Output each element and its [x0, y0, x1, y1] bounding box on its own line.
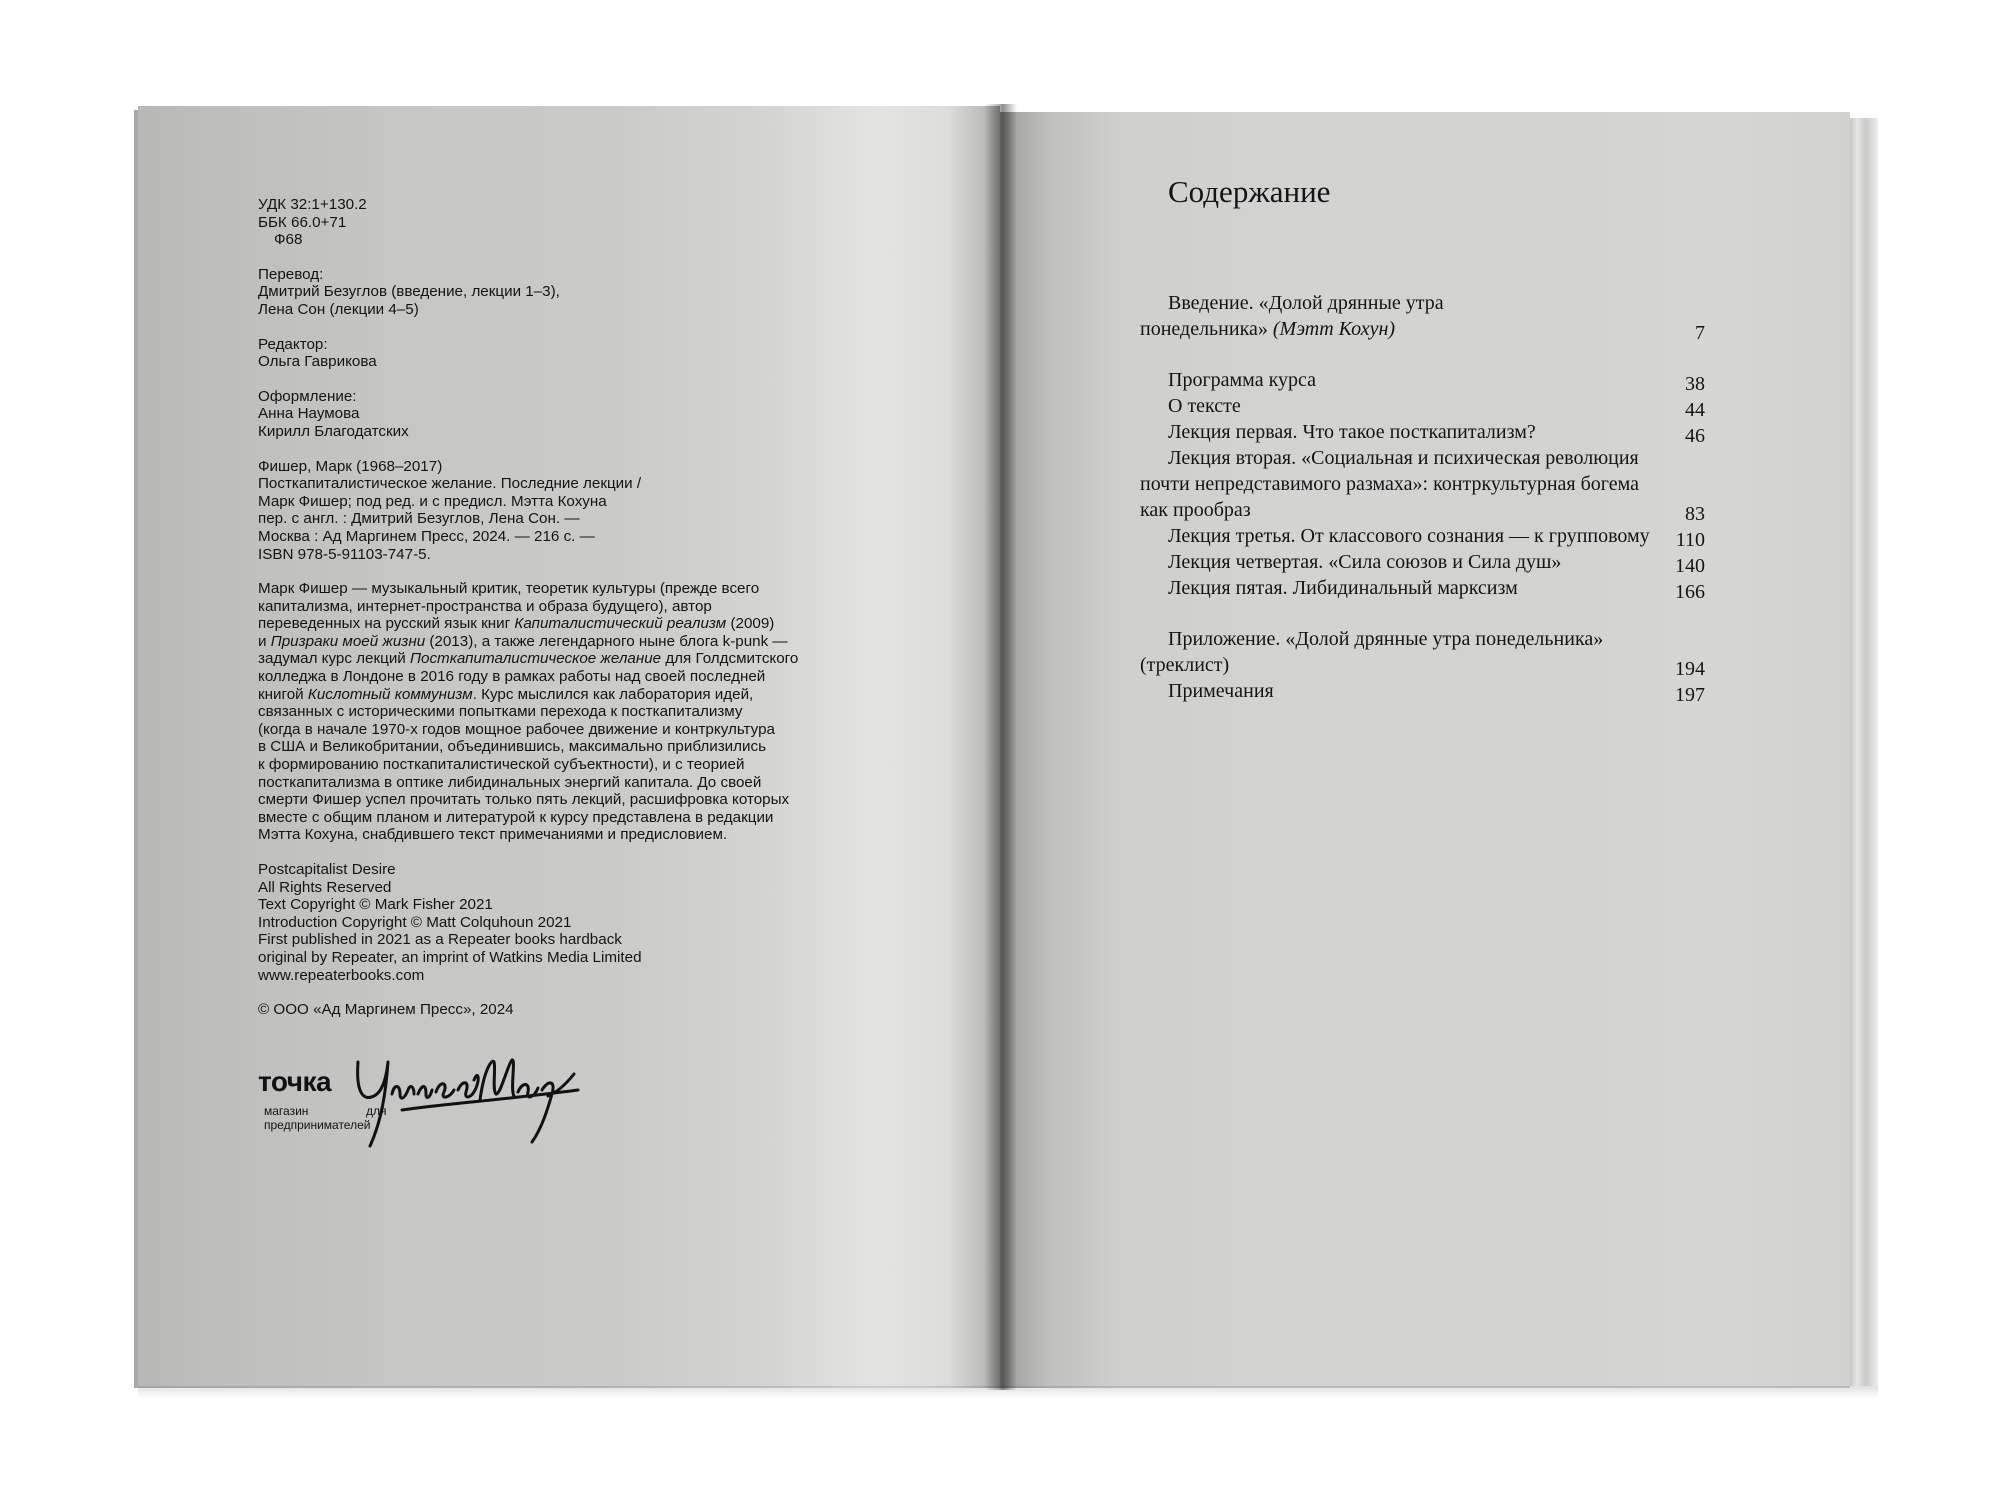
toc-entry-title: как прообраз — [1140, 499, 1251, 521]
description-text: (2009) — [726, 615, 775, 633]
publisher-url: www.repeaterbooks.com — [258, 966, 425, 984]
toc-title: Содержание — [1168, 174, 1331, 209]
bibliographic-record — [258, 458, 858, 564]
table-of-contents — [1140, 290, 1705, 704]
bib-line: Посткапиталистическое желание. Последние лекции / — [258, 475, 642, 493]
editor-credits — [258, 336, 858, 371]
toc-page-number: 166 — [1675, 581, 1705, 603]
description-text: (2013), а также легендарного ныне блога k-punk — — [425, 632, 788, 650]
tochka-univermag-logo — [258, 1056, 578, 1176]
toc-entry-title: О тексте — [1168, 395, 1241, 417]
description-line: (когда в начале 1970-х годов мощное рабочее движение и контркультура — [258, 720, 775, 738]
rights-block — [258, 861, 858, 984]
rights-line: original by Repeater, an imprint of Watkins Media Limited — [258, 948, 642, 966]
description-text: переведенных на русский язык книг — [258, 615, 515, 633]
logo-wordmark: точка — [258, 1066, 332, 1097]
toc-entry — [1140, 419, 1705, 445]
book-gutter — [985, 104, 1017, 1390]
toc-page-number: 7 — [1695, 322, 1705, 344]
description-line: в США и Великобритании, объединившись, максимально приблизились — [258, 738, 767, 756]
toc-entry-title: Примечания — [1168, 680, 1274, 702]
author-mark-line: Ф68 — [274, 231, 303, 249]
logo-subtitle: предпринимателей — [264, 1118, 371, 1132]
toc-entry-title: Лекция третья. От классового сознания — к групповому — [1168, 525, 1650, 547]
translation-credits — [258, 266, 858, 319]
bbk-line: ББК 66.0+71 — [258, 213, 347, 231]
imprint-block — [258, 196, 858, 1036]
toc-entry-title: понедельника» — [1140, 318, 1268, 340]
description-text: книгой — [258, 685, 308, 703]
classification-codes — [258, 196, 858, 249]
description-text: задумал курс лекций — [258, 650, 411, 668]
description-line: связанных с историческими попытками перехода к посткапитализму — [258, 703, 743, 721]
publisher-copyright-block — [258, 1001, 858, 1019]
toc-entry-line — [1140, 316, 1705, 342]
credit-line: Ольга Гаврикова — [258, 353, 377, 371]
toc-entry — [1140, 393, 1705, 419]
description-line: Марк Фишер — музыкальный критик, теоретик культуры (прежде всего — [258, 580, 760, 598]
toc-page-number: 38 — [1685, 373, 1705, 395]
bib-line: пер. с англ. : Дмитрий Безуглов, Лена Сон. — — [258, 510, 580, 528]
bib-line: Марк Фишер; под ред. и с предисл. Мэтта Кохуна — [258, 492, 607, 510]
bib-line: Фишер, Марк (1968–2017) — [258, 457, 443, 475]
description-text: для Голдсмитского — [661, 650, 799, 668]
toc-entry-title: Лекция четвертая. «Сила союзов и Сила душ» — [1168, 551, 1562, 573]
toc-page-number: 46 — [1685, 425, 1705, 447]
book-shadow — [138, 1386, 1878, 1398]
logo-subtitle: для — [366, 1104, 387, 1118]
toc-entry-title: Программа курса — [1168, 369, 1317, 391]
book-title-italic: Призраки моей жизни — [270, 632, 426, 650]
toc-entry-line: Введение. «Долой дрянные утра — [1168, 292, 1444, 314]
credit-line: Анна Наумова — [258, 405, 360, 423]
design-credits — [258, 388, 858, 441]
toc-page-number: 197 — [1675, 684, 1705, 706]
toc-page-number: 110 — [1675, 529, 1705, 551]
rights-line: Postcapitalist Desire — [258, 861, 396, 878]
isbn-line: ISBN 978-5-91103-747-5. — [258, 545, 431, 563]
udk-line: УДК 32:1+130.2 — [258, 196, 367, 213]
toc-entry-author: (Мэтт Кохун) — [1272, 318, 1396, 340]
book-title-italic: Капиталистический реализм — [514, 615, 727, 633]
right-page — [1000, 112, 1850, 1388]
signature-icon — [352, 1050, 582, 1150]
toc-entry-title: Лекция пятая. Либидинальный марксизм — [1168, 577, 1518, 599]
toc-entry-line: Лекция вторая. «Социальная и психическая революция — [1168, 447, 1639, 469]
toc-entry — [1140, 549, 1705, 575]
toc-entry — [1140, 367, 1705, 393]
description-text: и — [258, 632, 271, 650]
book-title-italic: Посткапиталистическое желание — [410, 650, 662, 668]
description-line: вместе с общим планом и литературой к курсу представлена в редакции — [258, 808, 774, 826]
toc-entry — [1140, 678, 1705, 704]
credit-heading: Редактор: — [258, 335, 328, 353]
toc-page-number: 44 — [1685, 399, 1705, 421]
toc-entry-line — [1140, 497, 1705, 523]
logo-subtitle: магазин — [264, 1104, 309, 1118]
toc-entry — [1140, 575, 1705, 601]
description-line: Мэтта Кохуна, снабдившего текст примечаниями и предисловием. — [258, 826, 728, 844]
toc-page-number: 194 — [1675, 658, 1705, 680]
description-line — [258, 650, 858, 668]
bib-line: Москва : Ад Маргинем Пресс, 2024. — 216 с. — — [258, 527, 595, 545]
description-line — [258, 615, 858, 633]
description-line: смерти Фишер успел прочитать только пять лекций, расшифровка которых — [258, 791, 790, 809]
toc-page-number: 140 — [1675, 555, 1705, 577]
toc-entry — [1140, 523, 1705, 549]
description-line — [258, 633, 858, 651]
toc-entry-line — [1140, 652, 1705, 678]
rights-line: All Rights Reserved — [258, 878, 392, 896]
rights-line: First published in 2021 as a Repeater books hardback — [258, 931, 622, 949]
description-line: посткапитализма в оптике либидинальных энергий капитала. До своей — [258, 773, 762, 791]
rights-line: Text Copyright © Mark Fisher 2021 — [258, 896, 493, 914]
toc-entry-title: (треклист) — [1140, 654, 1230, 676]
toc-entry-line: Приложение. «Долой дрянные утра понедельника» — [1168, 628, 1604, 650]
toc-entry-title: Лекция первая. Что такое посткапитализм? — [1168, 421, 1536, 443]
credit-heading: Оформление: — [258, 387, 357, 405]
book-description — [258, 580, 858, 844]
credit-heading: Перевод: — [258, 265, 324, 283]
description-line — [258, 686, 858, 704]
credit-line: Дмитрий Безуглов (введение, лекции 1–3), — [258, 283, 560, 301]
book-title-italic: Кислотный коммунизм — [307, 685, 473, 703]
description-line: капитализма, интернет-пространства и образа будущего), автор — [258, 597, 712, 615]
toc-entry-line: почти непредставимого размаха»: контркультурная богема — [1140, 473, 1639, 495]
credit-line: Кирилл Благодатских — [258, 422, 409, 440]
page-stack-edge — [1848, 118, 1878, 1386]
rights-line: Introduction Copyright © Matt Colquhoun 2021 — [258, 913, 572, 931]
description-line: колледжа в Лондоне в 2016 году в рамках работы над своей последней — [258, 668, 766, 686]
credit-line: Лена Сон (лекции 4–5) — [258, 300, 419, 318]
publisher-copyright: © ООО «Ад Маргинем Пресс», 2024 — [258, 1001, 514, 1019]
toc-page-number: 83 — [1685, 503, 1705, 525]
description-line: к формированию посткапиталистической субъектности), и с теорией — [258, 756, 745, 774]
left-page — [138, 106, 1000, 1388]
description-text: . Курс мыслился как лаборатория идей, — [472, 685, 754, 703]
